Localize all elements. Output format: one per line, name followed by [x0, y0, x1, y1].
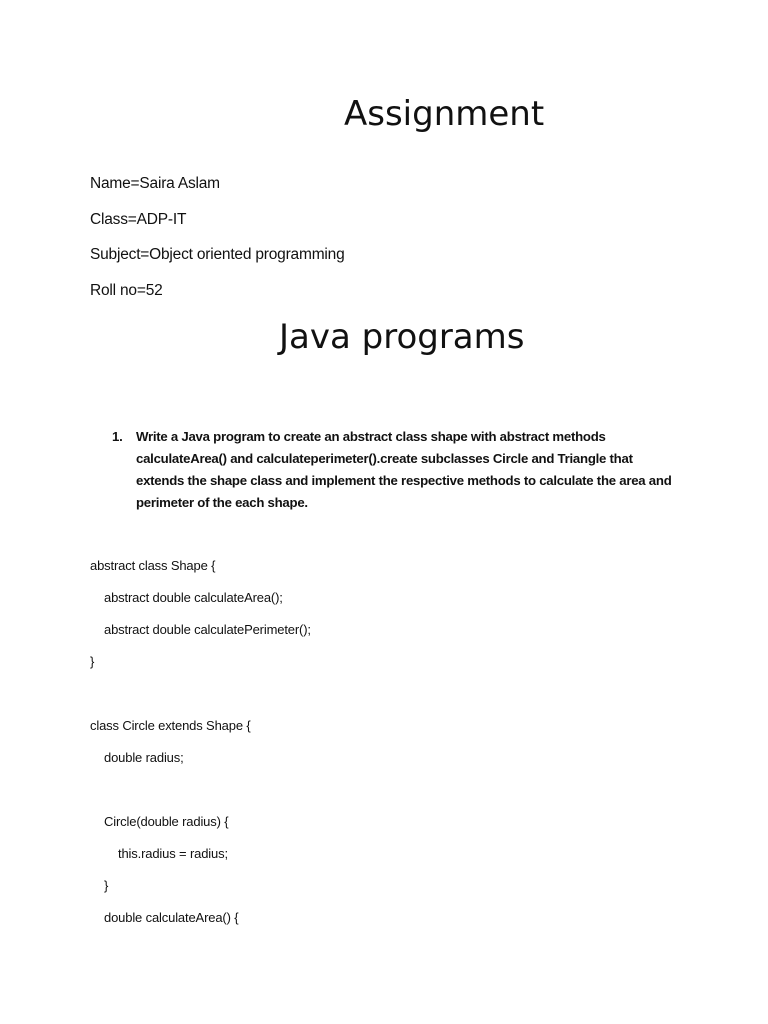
question-item [112, 426, 672, 514]
question-text: Write a Java program to create an abstract class shape with abstract methods calculateArea() and calculateperimeter().create subclasses Circle and Triangle that extends the shape class and implement the respective methods to calculate the area and perimeter of the each shape. [136, 429, 672, 510]
student-name: Name=Saira Aslam [90, 175, 220, 192]
question-number: 1. [112, 429, 123, 444]
student-class: Class=ADP-IT [90, 211, 187, 228]
code-line: double radius; [104, 750, 184, 765]
code-line: this.radius = radius; [118, 846, 228, 861]
code-line: abstract double calculatePerimeter(); [104, 622, 311, 637]
section-title: Java programs [279, 317, 525, 357]
page-title: Assignment [344, 94, 545, 134]
code-line: abstract class Shape { [90, 558, 216, 573]
code-line: Circle(double radius) { [104, 814, 229, 829]
code-line: class Circle extends Shape { [90, 718, 251, 733]
student-subject: Subject=Object oriented programming [90, 246, 345, 263]
code-line: } [104, 878, 109, 893]
code-line: double calculateArea() { [104, 910, 239, 925]
student-roll: Roll no=52 [90, 282, 163, 299]
code-line: } [90, 654, 95, 669]
code-line: abstract double calculateArea(); [104, 590, 283, 605]
